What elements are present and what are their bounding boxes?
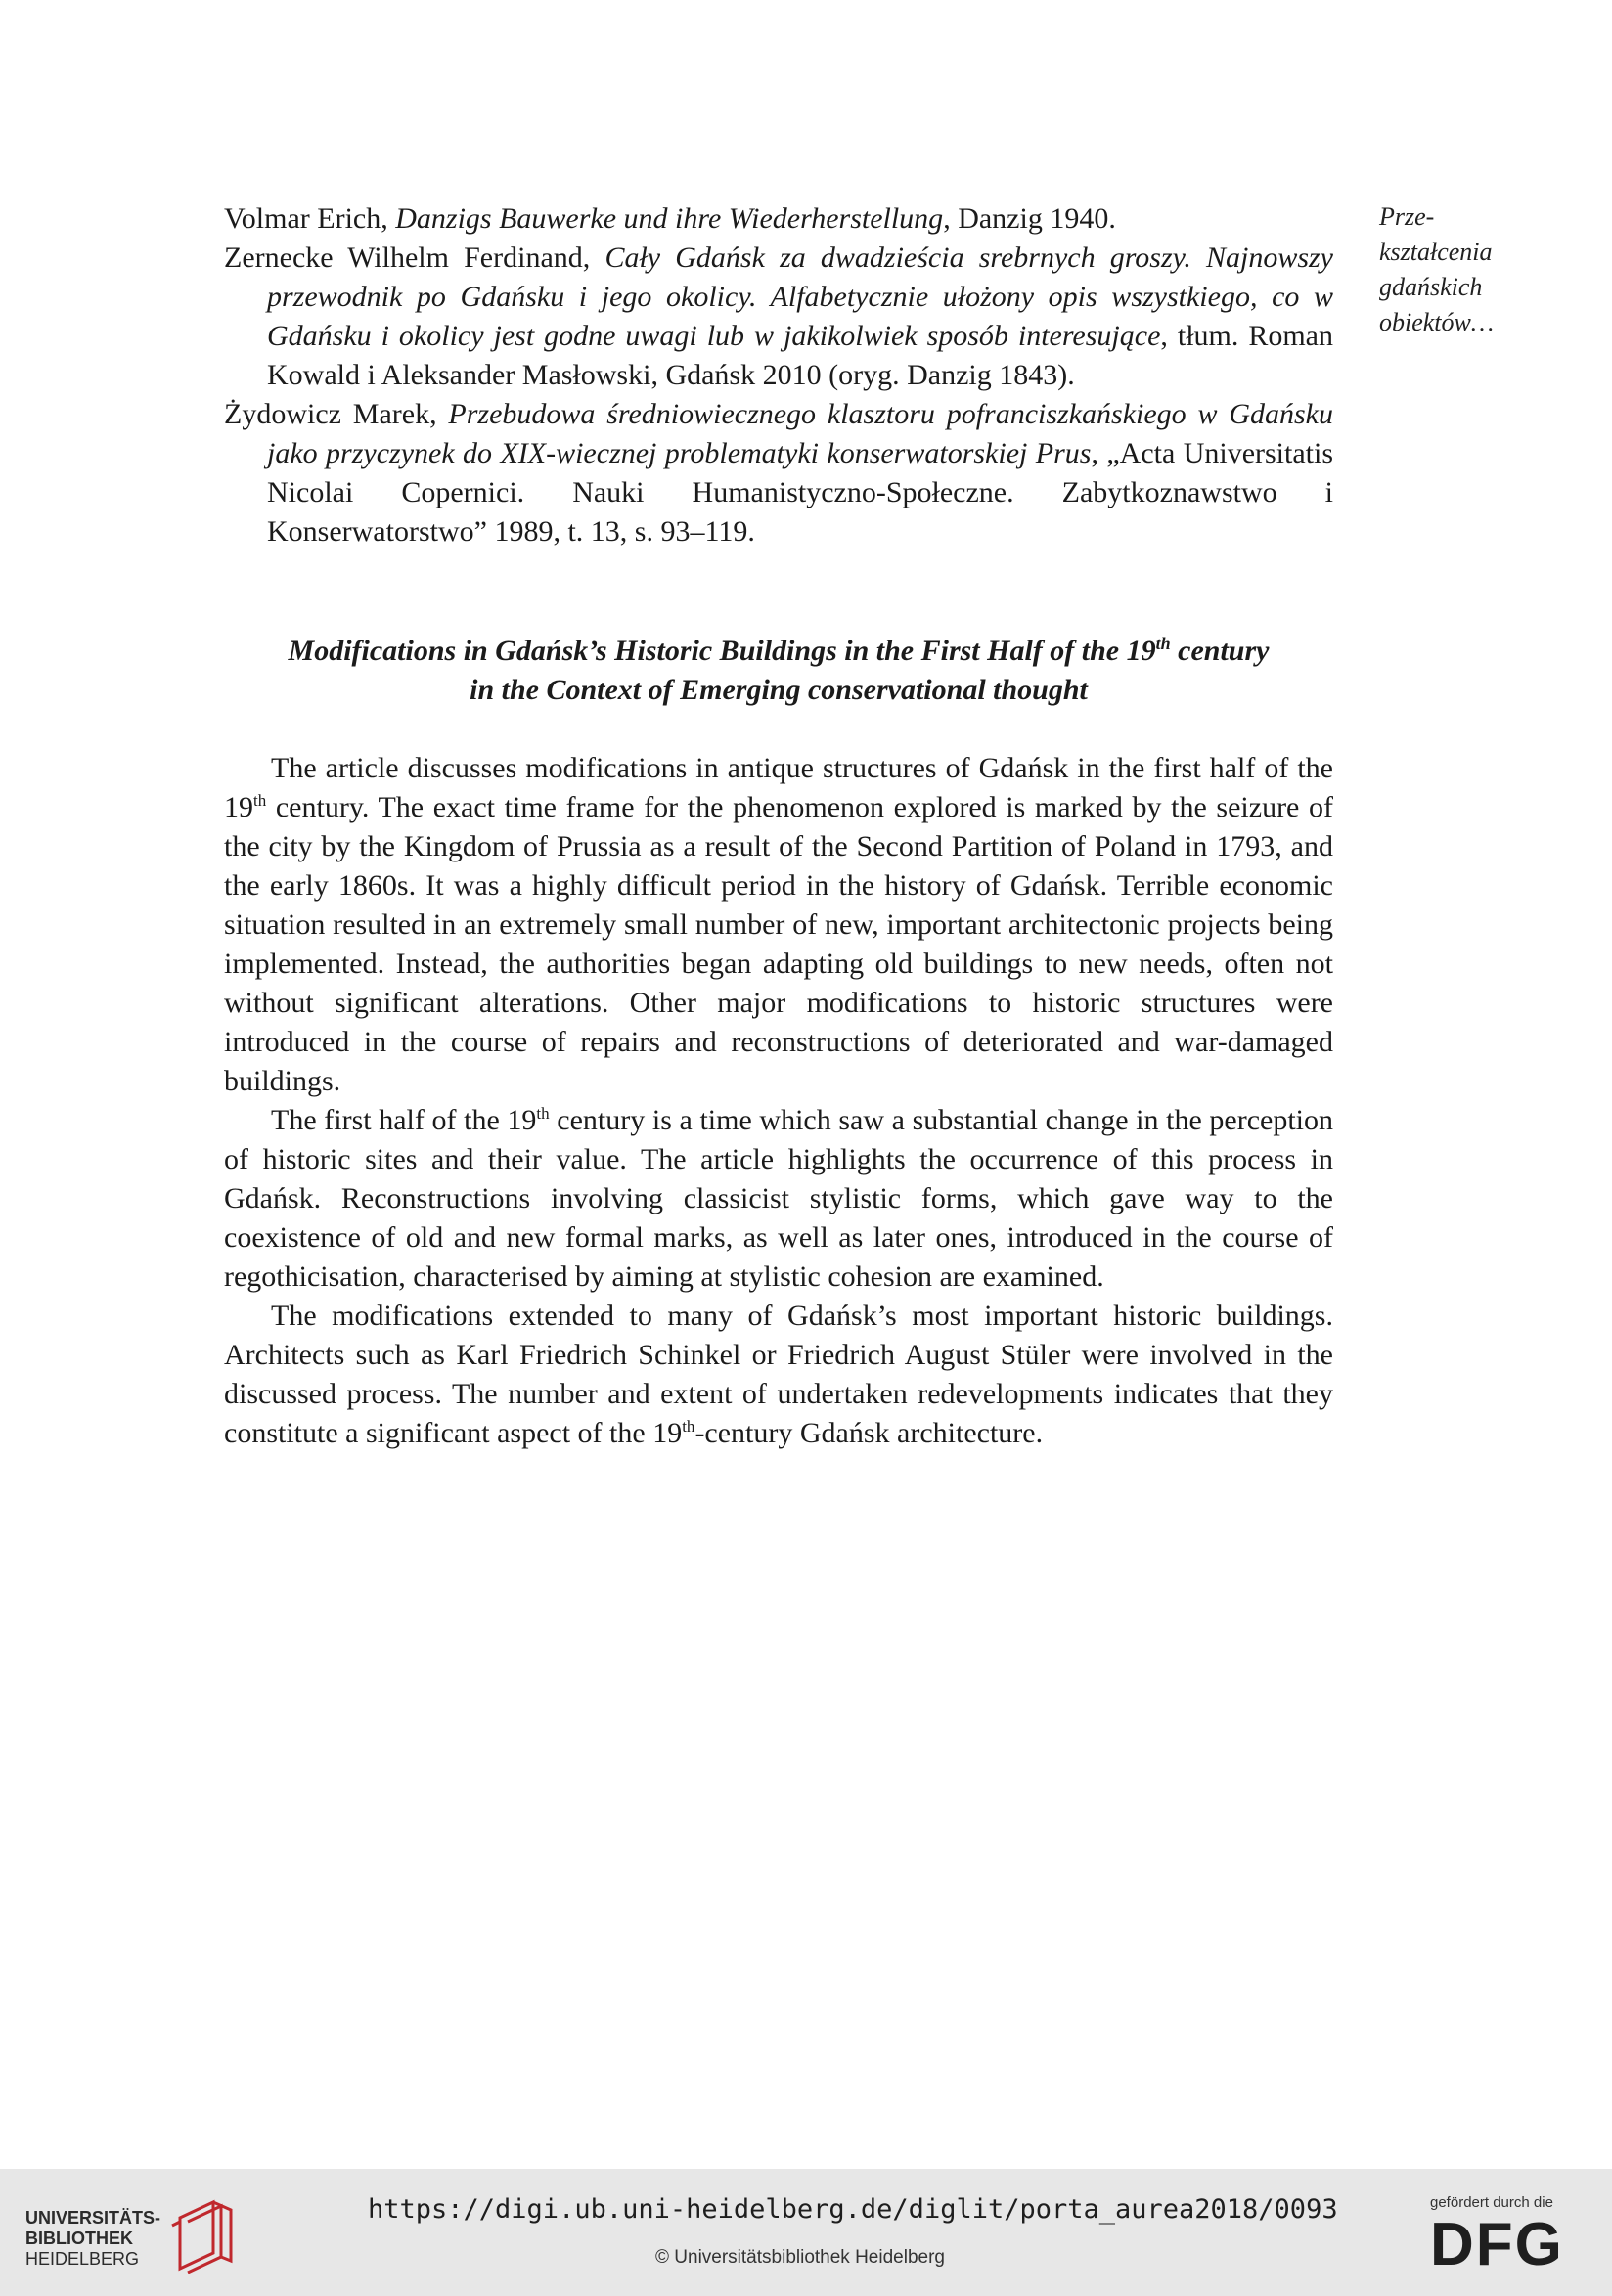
side-header-line: gdańskich [1379,273,1483,301]
permalink-url[interactable]: https://digi.ub.uni-heidelberg.de/diglit/porta_aurea2018/0093 [368,2194,1338,2225]
entry-author: Zernecke Wilhelm Ferdinand, [224,242,605,274]
entry-title: Przebudowa średniowiecznego klasztoru pofranciszkańskiego w Gdańsku jako przyczynek do XIX-wiecznej problematyki konserwatorskiej Prus [267,398,1333,469]
paragraph-text: century. The exact time frame for the phenomenon explored is marked by the seizure of the city by the Kingdom of Prussia as a result of the Second Partition of Poland in 1793, and the early 1860s. It was a highly difficult period in the history of Gdańsk. Terrible economic situation resulted in an extremely small number of new, important architectonic projects being implemented. Instead, the authorities began adapting old buildings to new needs, often not without significant alterations. Other major modifications to historic structures were introduced in the course of repairs and reconstructions of deteriorated and war-damaged buildings. [224,791,1333,1097]
paragraph-text: The modifications extended to many of Gdańsk’s most important historic buildings. Architects such as Karl Friedrich Schinkel or Friedrich August Stüler were involved in the discussed process. The number and extent of undertaken redevelopments indicates that they constitute a significant aspect of the 19 [224,1300,1333,1449]
copyright-notice: © Universitätsbibliothek Heidelberg [655,2247,945,2268]
abstract-title-line-1 [224,632,1333,671]
abstract-paragraph [224,1297,1333,1453]
library-name-line: HEIDELBERG [25,2249,140,2269]
entry-title: Danzigs Bauwerke und ihre Wiederherstellung [395,202,944,235]
abstract-paragraph [224,1101,1333,1297]
ordinal-superscript: th [682,1417,695,1435]
funder-logo[interactable] [1430,2194,1596,2288]
paragraph-text: The article discusses modifications in antique structures of Gdańsk in the first half of the 19 [224,752,1333,823]
footer-bar [0,2169,1612,2296]
entry-publication: , Danzig 1940. [943,202,1116,235]
ordinal-superscript: th [253,791,267,810]
funding-label: gefördert durch die [1430,2194,1553,2211]
abstract-body [224,749,1333,1453]
library-name-line: BIBLIOTHEK [25,2229,133,2248]
library-name-line: UNIVERSITÄTS- [25,2208,161,2228]
entry-title: Cały Gdańsk za dwadzieścia srebrnych groszy. Najnowszy przewodnik po Gdańsku i jego okolicy. Alfabetycznie ułożony opis wszystkiego, co w Gdańsku i okolicy jest godne uwagi lub w jakikolwiek sposób interesujące [267,242,1333,352]
abstract-paragraph [224,749,1333,1101]
side-header-line: obiektów… [1379,308,1494,336]
library-logo[interactable] [25,2190,231,2278]
abstract-title [224,632,1333,710]
ordinal-superscript: th [536,1104,550,1123]
entry-author: Żydowicz Marek, [224,398,449,430]
entry-publication: , „Acta Universitatis Nicolai Copernici. Nauki Humanistyczno-Społeczne. Zabytkoznawstwo i Konserwatorstwo” 1989, t. 13, s. 93–119. [267,437,1333,548]
title-text: Modifications in Gdańsk’s Historic Buildings in the First Half of the 19 [288,635,1156,667]
book-logo-icon [162,2196,250,2274]
title-superscript: th [1155,634,1171,653]
abstract-title-line-2: in the Context of Emerging conservational thought [470,674,1088,706]
paragraph-text: The first half of the 19 [271,1104,537,1136]
entry-author: Volmar Erich, [224,202,396,235]
side-header-line: Prze- [1379,202,1435,231]
bibliography-entry [224,239,1333,395]
entry-publication: , tłum. Roman Kowald i Aleksander Masłowski, Gdańsk 2010 (oryg. Danzig 1843). [267,320,1333,391]
bibliography-entry [224,199,1333,239]
running-side-header [1379,199,1555,340]
paragraph-text: century is a time which saw a substantial change in the perception of historic sites and their value. The article highlights the occurrence of this process in Gdańsk. Reconstructions involving classicist stylistic forms, which gave way to the coexistence of old and new formal marks, as well as later ones, introduced in the course of regothicisation, characterised by aiming at stylistic cohesion are examined. [224,1104,1334,1293]
library-name [25,2208,160,2270]
side-header-line: kształcenia [1379,238,1493,266]
title-text: century [1170,635,1270,667]
dfg-logo-text: DFG [1430,2211,1564,2278]
bibliography-entry [224,395,1333,552]
paragraph-text: -century Gdańsk architecture. [694,1417,1044,1449]
bibliography-list [224,199,1333,552]
